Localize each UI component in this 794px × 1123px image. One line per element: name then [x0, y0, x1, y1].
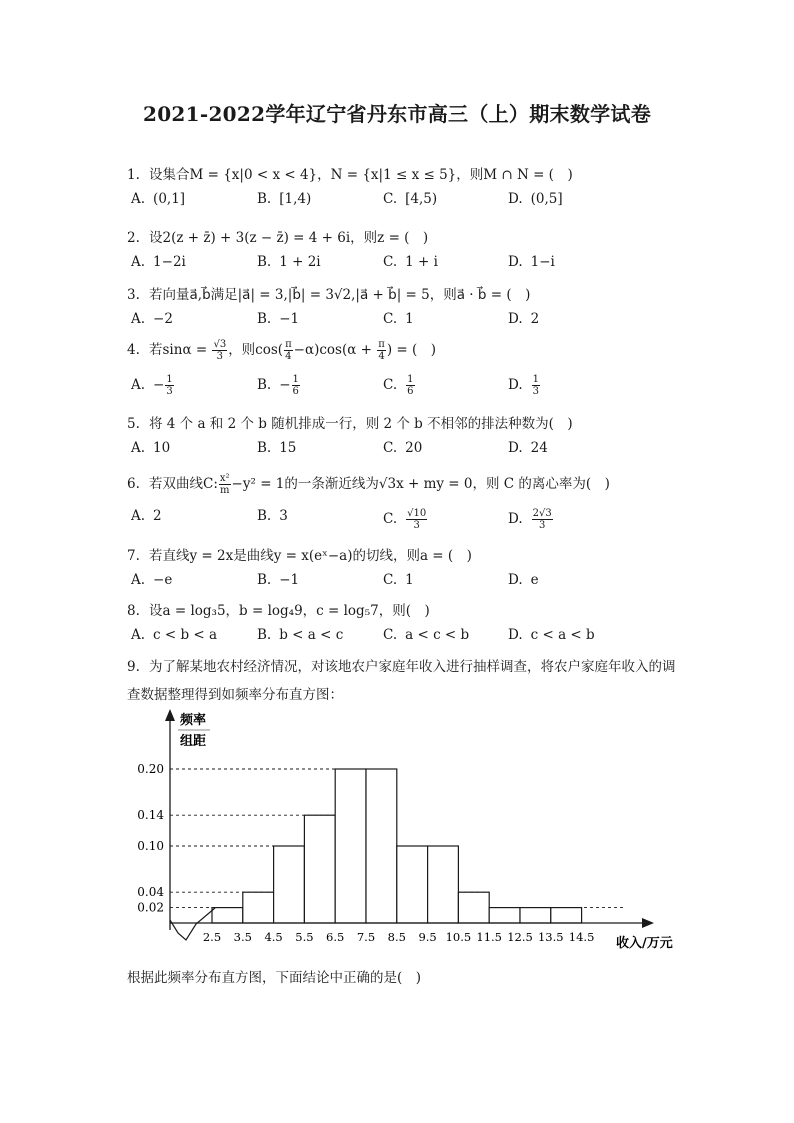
question-9-prompt: 根据此频率分布直方图，下面结论中正确的是( ) [127, 970, 422, 986]
x-tick-label: 6.5 [326, 930, 345, 944]
question-number: 9. [127, 659, 140, 675]
option-a[interactable]: A. − $\frac{1}{3}$ [131, 374, 173, 397]
option-a[interactable]: A. 10 [131, 440, 171, 456]
y-axis-label-bottom: 组距 [180, 734, 207, 749]
option-d[interactable]: D. 1−i [508, 254, 555, 270]
option-d[interactable]: D. (0,5] [508, 191, 563, 207]
histogram-bar [304, 815, 335, 923]
y-tick-label: 0.10 [137, 839, 164, 853]
x-tick-label: 10.5 [445, 930, 472, 944]
histogram-bar [458, 892, 489, 923]
question-stem: 若向量a⃗,b⃗满足|a⃗| = 3,|b⃗| = 3√2,|a⃗ + b⃗| = 5，则a⃗ · b⃗ = ( ) [149, 287, 531, 303]
option-d[interactable]: D. c < a < b [508, 627, 595, 643]
question-stem: 若sinα = $\frac{√3}{3}$ ，则cos( $\frac{\pi}{4}$ −α)cos(α + $\frac{\pi}{4}$ ) = ( ) [149, 339, 437, 362]
option-c[interactable]: C. 1 [383, 572, 414, 588]
question-6 [127, 472, 610, 496]
x-axis-label: 收入/万元 [616, 936, 673, 951]
option-c[interactable]: C. [4,5) [383, 191, 438, 207]
histogram-bar [520, 908, 551, 923]
option-c[interactable]: C. $\frac{1}{6}$ [383, 374, 414, 397]
question-7 [127, 544, 472, 564]
option-c[interactable]: C. 20 [383, 440, 423, 456]
x-tick-label: 7.5 [356, 930, 376, 944]
option-a[interactable]: A. −2 [131, 311, 173, 327]
option-b[interactable]: B. −1 [257, 572, 300, 588]
option-b[interactable]: B. 1 + 2i [257, 254, 321, 270]
histogram-bar [428, 846, 459, 923]
option-c[interactable]: C. $\frac{√10}{3}$ [383, 508, 427, 531]
histogram-bar [551, 908, 582, 923]
option-b[interactable]: B. −1 [257, 311, 300, 327]
x-tick-label: 5.5 [295, 930, 314, 944]
question-number: 6. [127, 476, 140, 492]
option-b[interactable]: B. 15 [257, 440, 297, 456]
question-stem: 若直线y = 2x是曲线y = x(eˣ−a)的切线，则a = ( ) [149, 548, 472, 564]
question-3 [127, 283, 530, 303]
y-axis-label-top: 频率 [180, 713, 207, 728]
y-tick-label: 0.20 [137, 762, 164, 776]
x-tick-label: 11.5 [476, 930, 503, 944]
x-tick-label: 4.5 [264, 930, 283, 944]
option-c[interactable]: C. 1 [383, 311, 414, 327]
question-number: 1. [127, 167, 140, 183]
option-b[interactable]: B. 3 [257, 508, 288, 524]
question-stem: 设a = log₃5，b = log₄9，c = log₅7，则( ) [149, 603, 430, 619]
question-number: 2. [127, 230, 140, 246]
question-stem-line-2: 查数据整理得到如频率分布直方图： [127, 687, 343, 703]
question-2 [127, 226, 428, 246]
question-stem: 将 4 个 a 和 2 个 b 随机排成一行，则 2 个 b 不相邻的排法种数为( ) [149, 416, 573, 432]
x-tick-label: 12.5 [507, 930, 533, 944]
option-d[interactable]: D. 24 [508, 440, 548, 456]
histogram-bar [335, 769, 366, 923]
option-b[interactable]: B. b < a < c [257, 627, 344, 643]
exam-title: 2021-2022学年辽宁省丹东市高三（上）期末数学试卷 [142, 102, 652, 126]
option-a[interactable]: A. (0,1] [131, 191, 186, 207]
question-stem: 若双曲线C: $\frac{\text{x²}}{m}$ −y² = 1的一条渐近线为√3x + my = 0，则 C 的离心率为( ) [149, 473, 610, 496]
question-8 [127, 599, 430, 619]
question-stem-line-1: 为了解某地农村经济情况，对该地农户家庭年收入进行抽样调查，将农户家庭年收入的调 [149, 659, 676, 675]
option-d[interactable]: D. $\frac{1}{3}$ [508, 374, 540, 397]
question-number: 4. [127, 342, 140, 358]
option-b[interactable]: B. − $\frac{1}{6}$ [257, 374, 299, 397]
histogram-bar [243, 892, 274, 923]
question-number: 5. [127, 416, 140, 432]
option-d[interactable]: D. $\frac{2√3}{3}$ [508, 508, 552, 531]
option-d[interactable]: D. 2 [508, 311, 540, 327]
option-a[interactable]: A. −e [131, 572, 173, 588]
question-4 [127, 338, 436, 362]
option-b[interactable]: B. [1,4) [257, 191, 312, 207]
y-tick-label: 0.02 [137, 900, 164, 915]
x-tick-label: 2.5 [202, 930, 222, 944]
y-tick-label: 0.14 [137, 808, 164, 823]
x-tick-label: 13.5 [537, 930, 564, 944]
option-a[interactable]: A. c < b < a [131, 627, 218, 643]
y-axis-arrow [165, 709, 175, 721]
x-tick-label: 8.5 [387, 930, 406, 944]
option-c[interactable]: C. a < c < b [383, 627, 470, 643]
x-tick-label: 9.5 [418, 930, 437, 944]
option-a[interactable]: A. 2 [131, 508, 162, 524]
frequency-histogram [120, 705, 700, 960]
histogram-bar [274, 846, 305, 923]
x-tick-label: 14.5 [568, 930, 595, 944]
option-a[interactable]: A. 1−2i [131, 254, 186, 270]
question-number: 8. [127, 603, 140, 619]
option-c[interactable]: C. 1 + i [383, 254, 438, 270]
question-stem: 设集合M = {x|0 < x < 4}，N = {x|1 ≤ x ≤ 5}，则M ∩ N = ( ) [149, 167, 573, 183]
question-9 [127, 655, 676, 675]
question-number: 3. [127, 287, 140, 303]
question-5 [127, 412, 573, 432]
histogram-bar [397, 846, 428, 923]
histogram-bar [489, 908, 520, 923]
question-number: 7. [127, 548, 140, 564]
histogram-bar [212, 908, 243, 923]
histogram-bar [366, 769, 397, 923]
y-tick-label: 0.04 [137, 885, 164, 900]
option-d[interactable]: D. e [508, 572, 539, 588]
x-axis-arrow [642, 918, 654, 928]
question-stem: 设2(z + z̄) + 3(z − z̄) = 4 + 6i，则z = ( ) [149, 230, 429, 246]
question-1 [127, 163, 573, 183]
x-tick-label: 3.5 [233, 930, 252, 944]
